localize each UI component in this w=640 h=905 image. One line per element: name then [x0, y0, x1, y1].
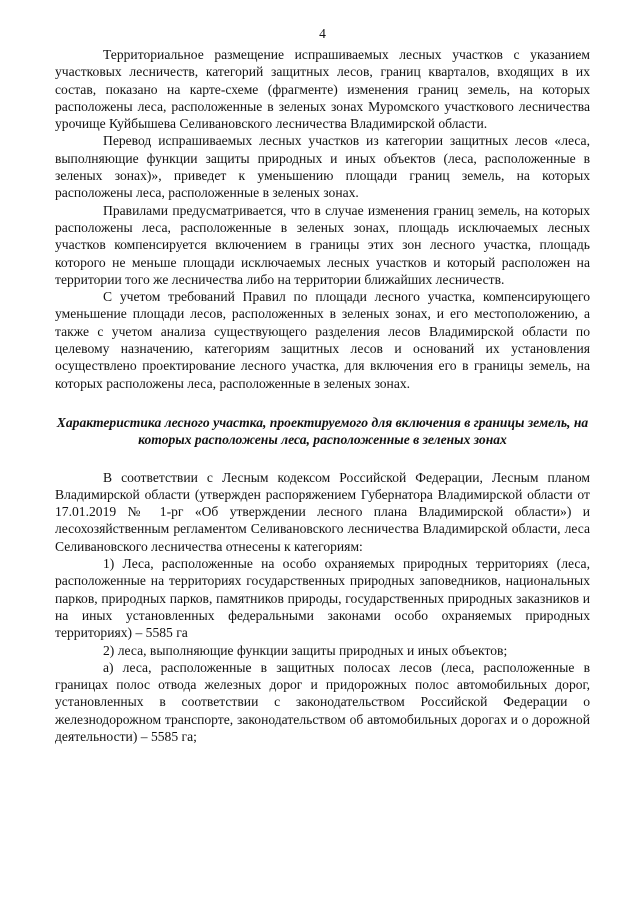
- paragraph-design-considerations: С учетом требований Правил по площади лесного участка, компенсирующего уменьшение площади лесов, расположенных в зеленых зонах, и его местоположению, а также с учетом анализа существующего разделения лесов Владимирской области по целевому назначению, категориям защитных лесов и оснований их установления осуществлено проектирование лесного участка, для включения его в границы земель, на которых расположены леса, расположенные в зеленых зонах.: [55, 289, 590, 391]
- paragraph-territorial-placement: Территориальное размещение испрашиваемых лесных участков с указанием участковых лесничеств, категорий защитных лесов, границ кварталов, входящих в их состав, показано на карте-схеме (фрагменте) изменения границ земель, на которых расположены леса, расположенные в зеленых зонах Муромского участкового лесничества урочище Куйбышева Селивановского лесничества Владимирской области.: [55, 47, 590, 132]
- paragraph-rules-compensation: Правилами предусматривается, что в случае изменения границ земель, на которых расположены леса, расположенные в зеленых зонах, площадь исключаемых лесных участков компенсируется включением в границы этих зон лесного участка, площадь которого не меньше площади исключаемых лесных участков и который расположен на территории того же лесничества либо на территории ближайших лесничеств.: [55, 202, 590, 287]
- list-item-protected-territories: 1) Леса, расположенные на особо охраняемых природных территориях (леса, расположенные на территориях государственных природных заповедников, национальных парков, природных парков, памятников природы, государственных природных заказников и на иных установленных федеральными законами особо охраняемых природных территориях) – 5585 га: [55, 556, 590, 641]
- paragraph-legal-basis: В соответствии с Лесным кодексом Российской Федерации, Лесным планом Владимирской области (утвержден распоряжением Губернатора Владимирской области от 17.01.2019 № 1-рг «Об утверждении лесного плана Владимирской области») и лесохозяйственным регламентом Селивановского лесничества Владимирской области, леса Селивановского лесничества отнесены к категориям:: [55, 469, 590, 554]
- page-number: 4: [319, 26, 326, 41]
- list-item-protective-functions: 2) леса, выполняющие функции защиты природных и иных объектов;: [103, 642, 508, 658]
- section-heading: Характеристика лесного участка, проектируемого для включения в границы земель, на которых расположены леса, расположенные в зеленых зонах: [56, 414, 589, 448]
- list-item-protective-strips: а) леса, расположенные в защитных полосах лесов (леса, расположенные в границах полос отвода железных дорог и придорожных полос автомобильных дорог, установленных в соответствии с законодательством Российской Федерации о железнодорожном транспорте, законодательством об автомобильных дорогах и о дорожной деятельности) – 5585 га;: [55, 659, 590, 744]
- paragraph-category-transfer: Перевод испрашиваемых лесных участков из категории защитных лесов «леса, выполняющие функции защиты природных и иных объектов (леса, расположенные в зеленых зонах)», приведет к уменьшению площади границ земель, на которых расположены леса, расположенные в зеленых зонах.: [55, 133, 590, 201]
